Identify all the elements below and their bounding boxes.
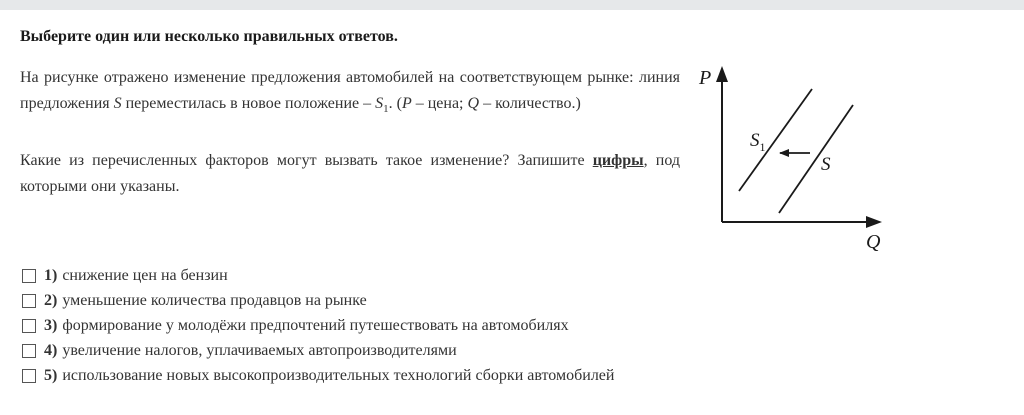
checkbox[interactable] xyxy=(22,269,36,283)
emphasized-word: цифры xyxy=(592,152,644,170)
option-number: 4) xyxy=(44,341,58,359)
supply-line-s xyxy=(779,105,853,213)
option-number: 3) xyxy=(44,316,58,334)
option-text: снижение цен на бензин xyxy=(62,266,228,284)
checkbox[interactable] xyxy=(22,294,36,308)
new-supply-subscript: 1 xyxy=(383,103,389,116)
question-text-part: , под которыми они указаны. xyxy=(20,152,681,196)
question-text-part: – количество.) xyxy=(479,95,581,112)
answer-options xyxy=(22,263,614,388)
supply-shift-graph xyxy=(692,60,892,260)
quantity-axis-label: Q xyxy=(866,231,881,253)
answer-option-2[interactable] xyxy=(22,288,614,313)
quantity-axis-arrow-icon xyxy=(866,216,882,228)
question-paragraph-2 xyxy=(20,148,680,200)
price-axis-label: P xyxy=(699,67,712,89)
axes xyxy=(716,66,882,228)
question-text xyxy=(20,65,680,200)
task-instruction: Выберите один или несколько правильных ответов. xyxy=(20,28,398,45)
new-supply-symbol: S xyxy=(375,95,384,112)
question-text-part: . ( xyxy=(388,95,402,112)
s1-label-base: S xyxy=(750,130,760,151)
question-text-part: – цена; xyxy=(411,95,468,112)
option-text: увеличение налогов, уплачиваемых автопроизводителями xyxy=(62,341,457,359)
answer-option-1[interactable] xyxy=(22,263,614,288)
question-text-part: На рисунке отражено изменение предложения автомобилей на соответствующем рынке: линия предложения xyxy=(20,69,680,112)
top-bar xyxy=(0,0,1024,10)
option-number: 2) xyxy=(44,291,58,309)
s1-label xyxy=(750,130,766,154)
question-text-part: Какие из перечисленных факторов могут вызвать такое изменение? Запишите xyxy=(20,152,593,170)
checkbox[interactable] xyxy=(22,344,36,358)
answer-option-4[interactable] xyxy=(22,338,614,363)
price-axis-arrow-icon xyxy=(716,66,728,82)
option-text: формирование у молодёжи предпочтений путешествовать на автомобилях xyxy=(62,316,569,334)
price-symbol: P xyxy=(401,95,412,112)
option-number: 5) xyxy=(44,366,58,384)
answer-option-5[interactable] xyxy=(22,363,614,388)
option-number: 1) xyxy=(44,266,58,284)
checkbox[interactable] xyxy=(22,319,36,333)
quantity-symbol: Q xyxy=(467,95,480,112)
question-text-part: переместилась в новое положение – xyxy=(121,95,376,112)
supply-symbol: S xyxy=(113,95,122,112)
option-text: уменьшение количества продавцов на рынке xyxy=(62,291,367,309)
option-text: использование новых высокопроизводительных технологий сборки автомобилей xyxy=(62,366,615,384)
s-label: S xyxy=(821,154,831,175)
checkbox[interactable] xyxy=(22,369,36,383)
answer-option-3[interactable] xyxy=(22,313,614,338)
question-paragraph-1 xyxy=(20,65,680,122)
s1-label-subscript: 1 xyxy=(759,140,766,154)
